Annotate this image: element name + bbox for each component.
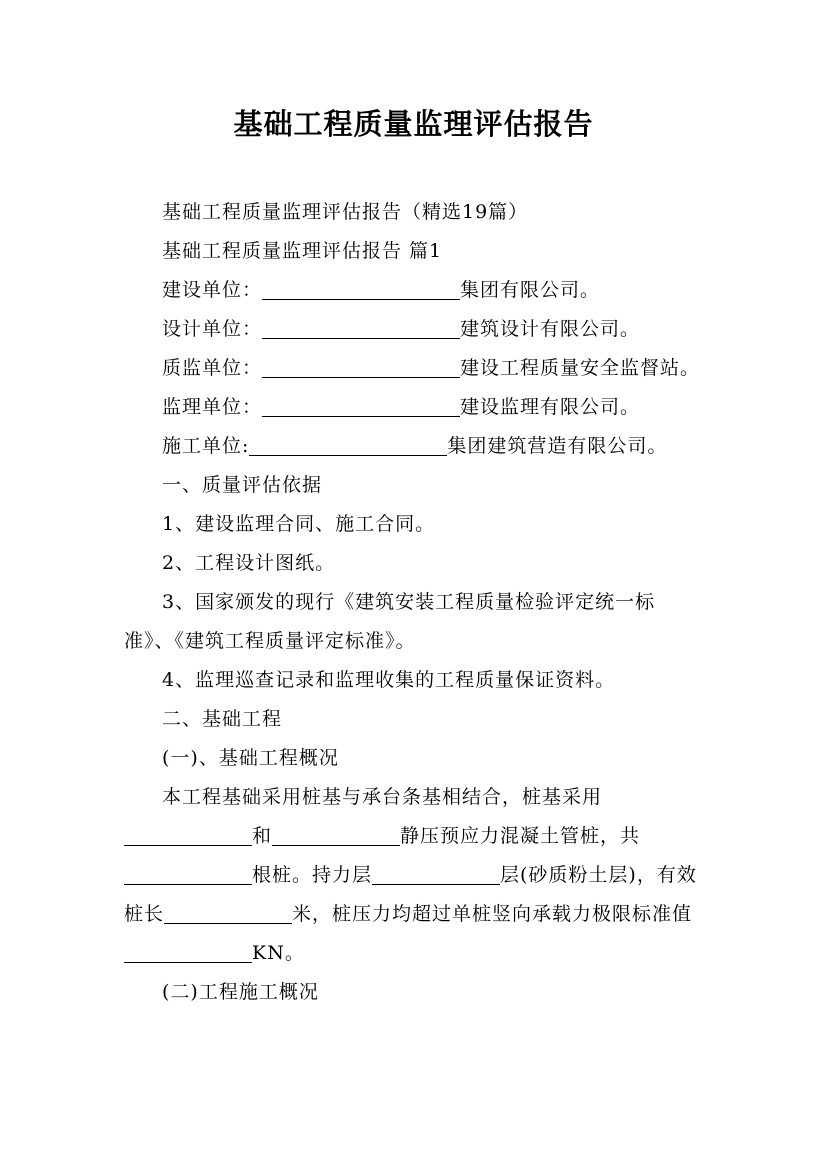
list-item-basis-4: 4、监理巡查记录和监理收集的工程质量保证资料。	[162, 669, 616, 691]
construction-unit-label: 建设单位：	[162, 279, 263, 301]
blank-line	[262, 316, 460, 339]
blank-line	[262, 277, 460, 300]
overview-text-c: 静压预应力混凝土管桩，共	[400, 825, 641, 847]
blank-line	[124, 862, 252, 885]
supervision-unit-label: 监理单位：	[162, 396, 263, 418]
blank-line	[262, 394, 460, 417]
list-item-basis-3: 3、国家颁发的现行《建筑安装工程质量检验评定统一标准》、《建筑工程质量评定标准》。	[124, 591, 656, 652]
overview-text-d: 根桩。持力层	[252, 864, 373, 886]
blank-line	[249, 433, 447, 456]
blank-line	[124, 823, 252, 846]
list-item-basis-2: 2、工程设计图纸。	[162, 552, 336, 574]
heading-foundation-overview: (一)、基础工程概况	[162, 747, 339, 769]
paragraph-quality-supervision-unit	[124, 349, 704, 388]
document-title: 基础工程质量监理评估报告	[233, 107, 594, 141]
blank-line	[272, 823, 400, 846]
construction-unit-suffix: 集团有限公司。	[460, 279, 601, 301]
paragraph-construction-unit	[124, 271, 704, 310]
document-body	[124, 193, 704, 1012]
overview-text-g: KN。	[252, 942, 305, 964]
supervision-unit-suffix: 建设监理有限公司。	[460, 396, 641, 418]
quality-supervision-label: 质监单位：	[162, 357, 263, 379]
overview-text-b: 和	[252, 825, 273, 847]
quality-supervision-suffix: 建设工程质量安全监督站。	[460, 357, 701, 379]
paragraph-supervision-unit	[124, 388, 704, 427]
overview-text-e: 层(砂质粉土层)，有效桩长	[124, 864, 697, 925]
paragraph-design-unit	[124, 310, 704, 349]
paragraph-subtitle: 基础工程质量监理评估报告（精选19篇）	[162, 201, 529, 223]
paragraph-foundation-overview	[124, 778, 704, 973]
blank-line	[372, 862, 500, 885]
blank-line	[164, 901, 292, 924]
overview-text-a: 本工程基础采用桩基与承台条基相结合，桩基采用	[162, 786, 603, 808]
blank-line	[124, 940, 252, 963]
blank-line	[262, 355, 460, 378]
list-item-basis-1: 1、建设监理合同、施工合同。	[162, 513, 436, 535]
paragraph-contractor-unit	[124, 427, 704, 466]
heading-construction-overview: (二)工程施工概况	[162, 981, 319, 1003]
design-unit-suffix: 建筑设计有限公司。	[460, 318, 641, 340]
paragraph-section-heading: 基础工程质量监理评估报告 篇1	[162, 240, 443, 262]
heading-evaluation-basis: 一、质量评估依据	[162, 474, 323, 496]
contractor-unit-suffix: 集团建筑营造有限公司。	[447, 435, 668, 457]
overview-text-f: 米，桩压力均超过单桩竖向承载力极限标准值	[292, 903, 693, 925]
contractor-unit-label: 施工单位:	[162, 435, 250, 457]
heading-foundation-works: 二、基础工程	[162, 708, 283, 730]
design-unit-label: 设计单位：	[162, 318, 263, 340]
